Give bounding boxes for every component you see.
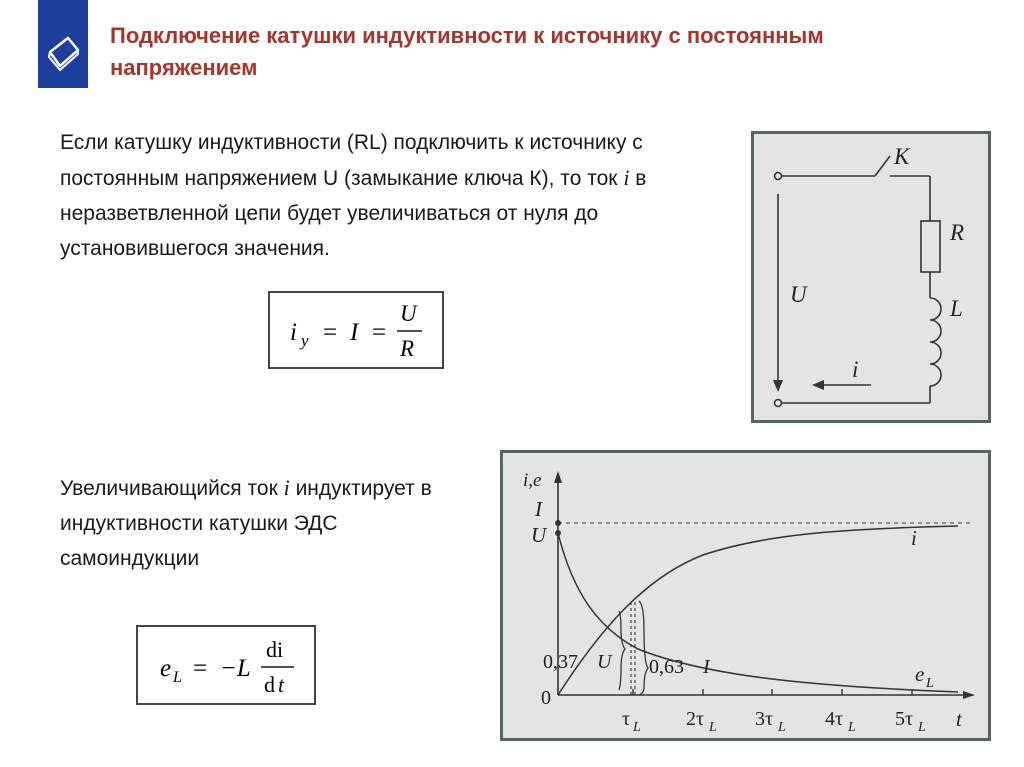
label-U: U	[790, 282, 807, 307]
origin-label: 0	[541, 687, 551, 709]
y-axis-label: i,e	[523, 470, 542, 491]
brace-037U	[619, 611, 625, 690]
current-symbol: i	[623, 165, 630, 190]
book-icon	[38, 0, 88, 88]
tick-label-4tau-sub: L	[848, 720, 856, 735]
tick-label-3tau-sub: L	[778, 720, 786, 735]
label-037-U: U	[597, 651, 612, 673]
intro-paragraph	[60, 125, 730, 266]
formula2-minusL: −L	[220, 655, 251, 682]
y-axis-arrowhead	[554, 471, 562, 483]
label-063-I: I	[703, 656, 710, 678]
label-063: 0,63	[649, 656, 684, 678]
formula1-i: i	[290, 319, 297, 346]
emf-text-2: индуктирует в индуктивности катушки ЭДС самоиндукции	[60, 477, 432, 570]
switch-k	[875, 156, 890, 176]
rl-circuit-diagram	[751, 131, 991, 423]
resistor	[921, 221, 940, 272]
label-K: K	[894, 144, 910, 169]
steady-current-formula	[268, 291, 444, 369]
curve-i-label: i	[911, 526, 917, 550]
emf-paragraph	[60, 470, 450, 576]
transient-graph	[500, 450, 991, 741]
curve-eL-label: e	[915, 662, 925, 686]
page-title: Подключение катушки индуктивности к источнику с постоянным напряжением	[110, 23, 824, 80]
current-arrowhead	[812, 380, 824, 390]
self-induction-formula	[136, 625, 316, 705]
tick-label-5tau-sub: L	[918, 720, 926, 735]
tick-label-tau: τ	[622, 708, 631, 730]
formula1-eq1: =	[323, 319, 338, 346]
label-I: I	[535, 497, 542, 521]
formula2-sub-L: L	[173, 669, 182, 686]
t-axis-arrowhead	[963, 691, 975, 699]
tick-label-3tau: 3τ	[755, 708, 774, 730]
voltage-arrowhead	[773, 380, 783, 392]
tick-label-5tau: 5τ	[895, 708, 914, 730]
point-I	[555, 520, 561, 526]
current-symbol-2: i	[283, 475, 290, 500]
tick-label-tau-sub: L	[633, 720, 641, 735]
formula2-e: e	[160, 655, 172, 682]
curve-eL-sub: L	[926, 676, 934, 691]
label-U: U	[531, 523, 547, 547]
formula2-den-d: d	[264, 672, 275, 697]
label-037: 0,37	[543, 651, 578, 673]
formula2-numerator: di	[266, 637, 284, 662]
current-curve-i	[558, 526, 958, 695]
formula1-eq2: =	[372, 319, 387, 346]
label-i: i	[852, 357, 859, 382]
formula1-sub-y: y	[301, 331, 309, 350]
intro-text-2: в неразветвленной цепи будет увеличиваться от нуля до установившегося значения.	[60, 167, 647, 260]
point-U	[555, 530, 561, 536]
terminal-bottom	[775, 400, 782, 407]
t-axis-label: t	[956, 707, 962, 731]
intro-text-1: Если катушку индуктивности (RL) подключить к источнику с постоянным напряжением U (замыкание ключа К), то ток	[60, 131, 643, 190]
formula2-den-t: t	[278, 672, 285, 697]
tick-label-2tau: 2τ	[686, 708, 705, 730]
formula1-denominator: R	[400, 336, 415, 361]
formula1-I: I	[350, 319, 359, 346]
terminal-top	[775, 173, 782, 180]
tick-label-2tau-sub: L	[709, 720, 717, 735]
label-R: R	[950, 220, 965, 245]
emf-curve-eL	[558, 533, 958, 692]
formula1-numerator: U	[400, 301, 417, 326]
brace-063I	[639, 601, 648, 695]
inductor-coil	[930, 298, 941, 386]
formula2-eq: =	[193, 655, 208, 682]
header-accent-tab	[38, 0, 88, 88]
emf-text-1: Увеличивающийся ток	[60, 477, 284, 500]
label-L: L	[950, 296, 963, 321]
tick-label-4tau: 4τ	[825, 708, 844, 730]
